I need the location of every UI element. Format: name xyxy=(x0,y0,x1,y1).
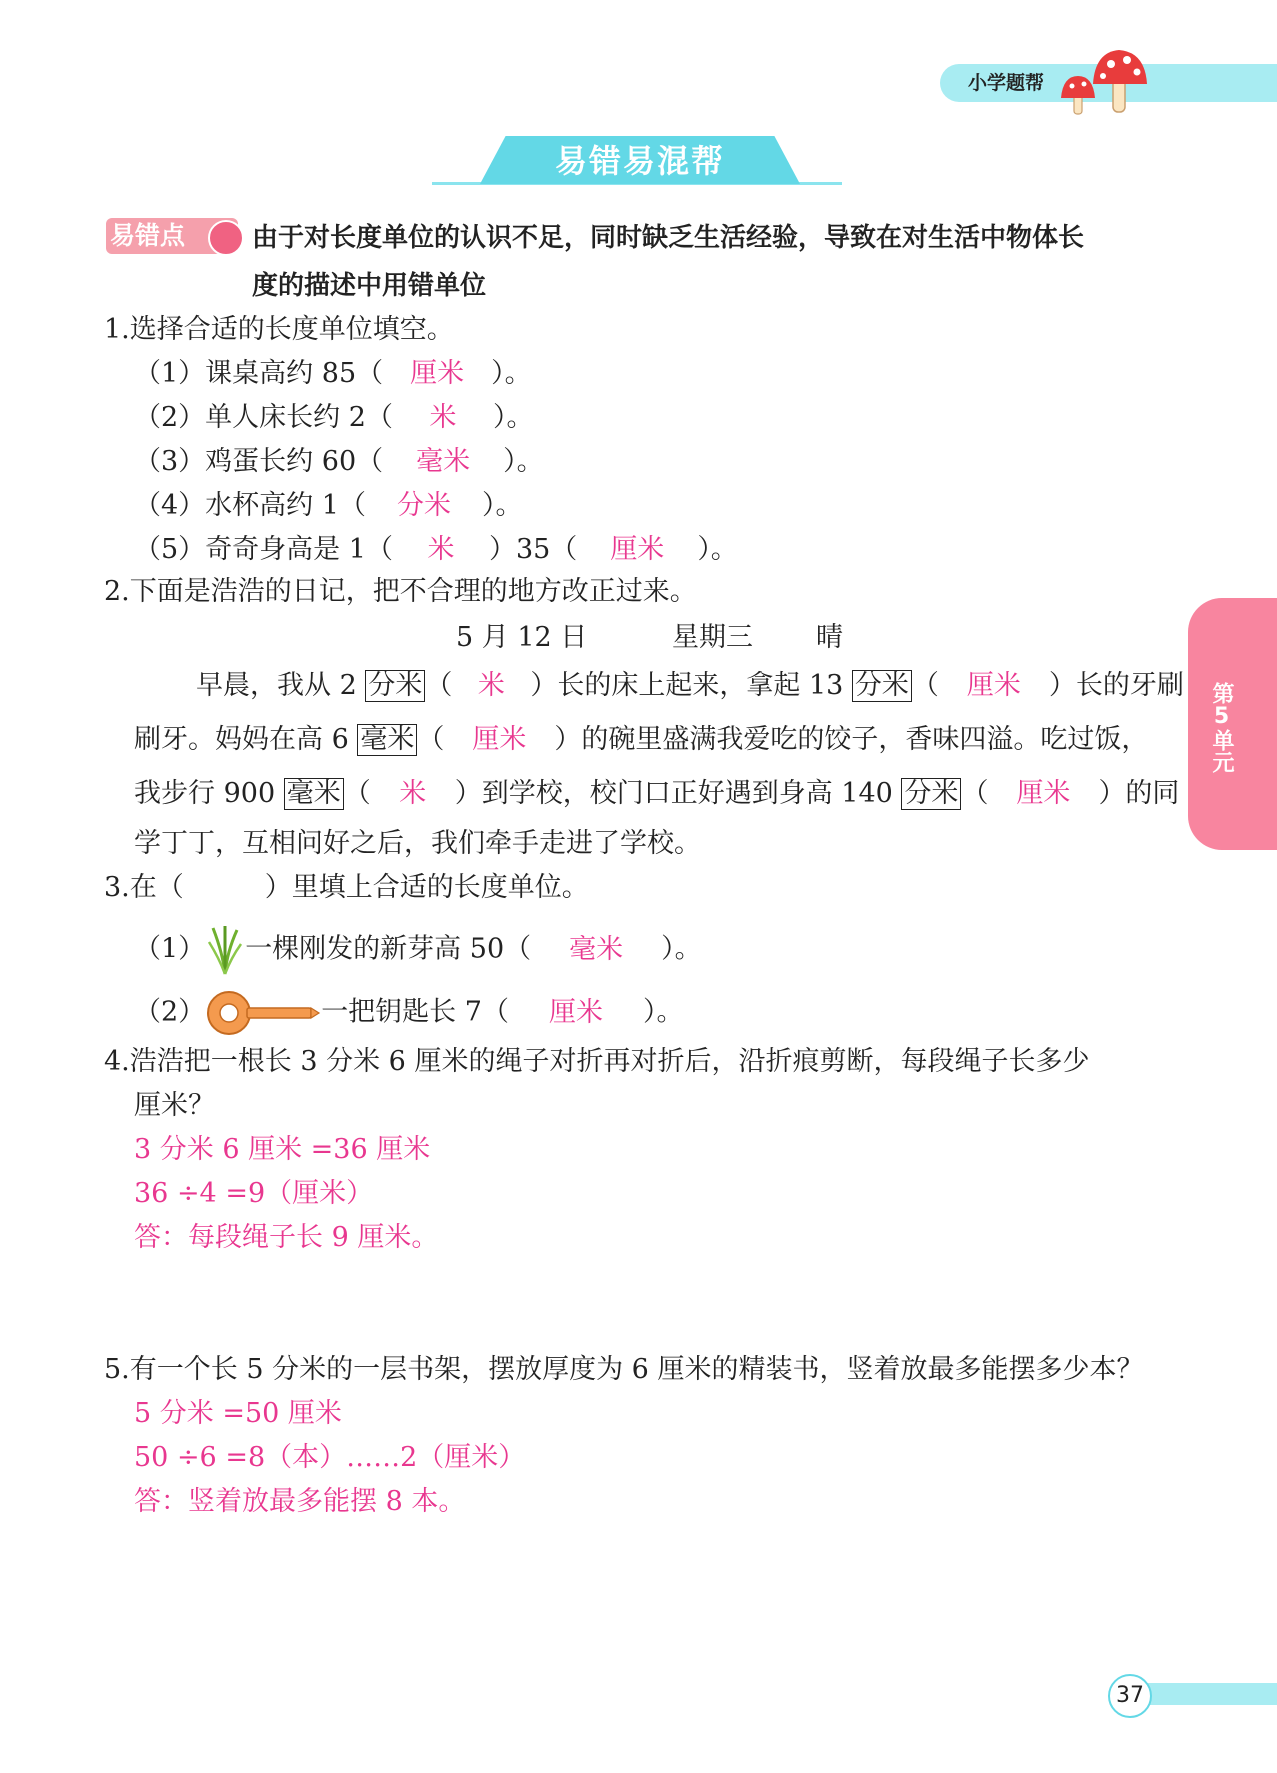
error-point-line2: 度的描述中用错单位 xyxy=(252,271,487,301)
q5-stem: 5.有一个长 5 分米的一层书架，摆放厚度为 6 厘米的精装书，竖着放最多能摆多少本？ xyxy=(104,1354,1144,1385)
q4-answer-1: 3 分米 6 厘米 =36 厘米 xyxy=(134,1134,431,1165)
q1-item-1: （1）课桌高约 85（ 厘米 ）。 xyxy=(134,356,532,392)
q4-stem-line2: 厘米？ xyxy=(134,1090,215,1121)
badge-circle-icon xyxy=(208,220,244,256)
answer: 厘米 xyxy=(610,534,665,565)
answer: 厘米 xyxy=(472,724,527,755)
sprout-icon xyxy=(207,924,243,976)
mushroom-icon xyxy=(1055,46,1150,116)
answer: 米 xyxy=(399,778,427,809)
answer: 厘米 xyxy=(410,358,465,389)
page-number-bar xyxy=(1130,1683,1277,1705)
unit-label: 第5单元 xyxy=(1209,681,1234,773)
diary-line-2: 刷牙。妈妈在高 6 毫米 （ 厘米 ）的碗里盛满我爱吃的饺子，香味四溢。吃过饭， xyxy=(134,722,1148,758)
diary-weekday: 星期三 xyxy=(672,622,753,653)
section-title: 易错易混帮 xyxy=(554,142,725,180)
q4-answer-2: 36 ÷4 =9（厘米） xyxy=(134,1178,374,1209)
answer: 厘米 xyxy=(966,670,1021,701)
q4-answer-3: 答：每段绳子长 9 厘米。 xyxy=(134,1222,439,1253)
q1-item-5: （5）奇奇身高是 1（ 米 ）35（ 厘米 ）。 xyxy=(134,532,738,568)
error-badge-label: 易错点 xyxy=(110,221,186,250)
q1-item-3: （3）鸡蛋长约 60（ 毫米 ）。 xyxy=(134,444,544,480)
diary-line-3: 我步行 900 毫米 （ 米 ）到学校，校门口正好遇到身高 140 分米 （ 厘米 ）的同 xyxy=(134,776,1179,812)
answer: 毫米 xyxy=(569,933,624,965)
wrong-unit-box: 分米 xyxy=(901,778,961,810)
q5-answer-1: 5 分米 =50 厘米 xyxy=(134,1398,342,1429)
wrong-unit-box: 毫米 xyxy=(357,724,417,756)
diary-weather: 晴 xyxy=(816,622,843,653)
answer: 分米 xyxy=(396,490,451,521)
answer: 毫米 xyxy=(416,446,471,477)
q3-item-1: （1） 一棵刚发的新芽高 50（ 毫米 ）。 xyxy=(134,924,702,976)
error-point-line1: 由于对长度单位的认识不足，同时缺乏生活经验，导致在对生活中物体长 xyxy=(252,223,1085,253)
q3-item-2: （2） 一把钥匙长 7（ 厘米 ）。 xyxy=(134,988,683,1038)
brand-label: 小学题帮 xyxy=(968,72,1045,94)
answer: 米 xyxy=(429,402,457,433)
q5-answer-2: 50 ÷6 =8（本）……2（厘米） xyxy=(134,1442,526,1473)
answer: 厘米 xyxy=(1016,778,1071,809)
q3-stem: 3.在（ ）里填上合适的长度单位。 xyxy=(104,872,589,903)
answer: 厘米 xyxy=(548,996,603,1028)
wrong-unit-box: 分米 xyxy=(852,670,912,702)
q1-stem: 1.选择合适的长度单位填空。 xyxy=(104,314,454,345)
q1-item-4: （4）水杯高约 1（ 分米 ）。 xyxy=(134,488,522,524)
q4-stem-line1: 4.浩浩把一根长 3 分米 6 厘米的绳子对折再对折后，沿折痕剪断，每段绳子长多少 xyxy=(104,1046,1090,1077)
answer: 米 xyxy=(427,534,455,565)
key-icon xyxy=(205,988,321,1038)
diary-line-1: 早晨，我从 2 分米 （ 米 ）长的床上起来，拿起 13 分米 （ 厘米 ）长的牙刷 xyxy=(196,668,1184,704)
page-number: 37 xyxy=(1108,1674,1152,1718)
diary-line-4: 学丁丁，互相问好之后，我们牵手走进了学校。 xyxy=(134,828,701,859)
q2-stem: 2.下面是浩浩的日记，把不合理的地方改正过来。 xyxy=(104,576,697,607)
wrong-unit-box: 分米 xyxy=(365,670,425,702)
diary-date: 5 月 12 日 xyxy=(456,622,588,653)
answer: 米 xyxy=(477,670,505,701)
wrong-unit-box: 毫米 xyxy=(284,778,344,810)
q1-item-2: （2）单人床长约 2（ 米 ）。 xyxy=(134,400,533,436)
q5-answer-3: 答：竖着放最多能摆 8 本。 xyxy=(134,1486,466,1517)
